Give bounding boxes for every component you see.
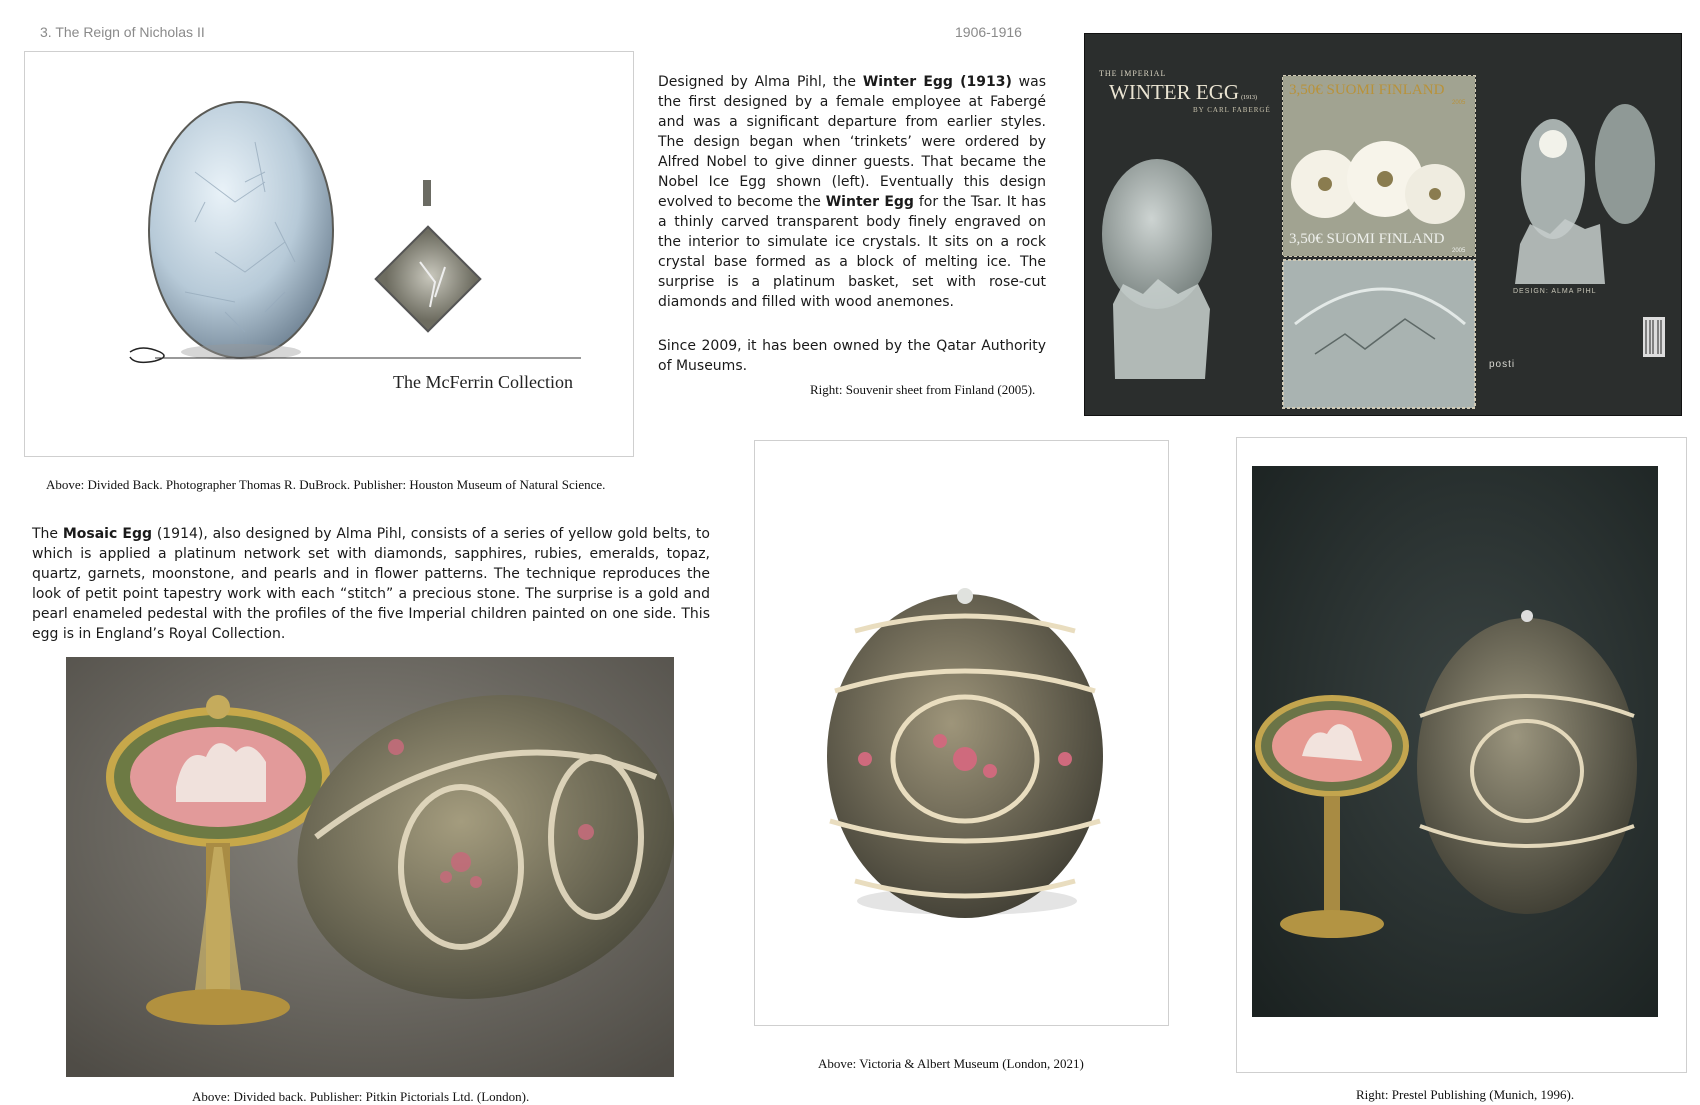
prestel-print-area [1252,466,1658,1017]
winter-egg-ownership: Since 2009, it has been owned by the Qatar Authority of Museums. [658,338,1046,374]
photo-mosaic-egg-pedestal [66,657,674,1077]
prestel-image [1252,466,1658,1017]
sheet-title: WINTER EGG [1109,80,1240,104]
caption-bottom-right: Right: Prestel Publishing (Munich, 1996). [1356,1087,1575,1102]
mosaic-egg-body: (1914), also designed by Alma Pihl, consists of a series of yellow gold belts, to which is applied a platinum network set with diamonds, sapphires, rubies, emeralds, topaz, quartz, garnets, moonstone, and pearls and in flower patterns. The technique reproduces the look of petit point tapestry work with each “stitch” a precious stone. The surprise is a gold and pearl enameled pedestal with the profiles of the five Imperial children painted on one side. This egg is in England’s Royal Collection. [32,526,710,642]
collection-label: The McFerrin Collection [393,372,573,392]
photo-mosaic-egg-va [754,440,1169,1026]
mosaic-egg-paragraph [32,524,710,644]
winter-egg-name: Winter Egg (1913) [862,74,1012,90]
posti-logo: posti [1489,359,1516,370]
sheet-the-imperial: THE IMPERIAL [1099,69,1167,78]
nobel-ice-egg-image [25,52,633,456]
mosaic-egg-va-image [755,441,1168,1025]
caption-bottom-left: Above: Divided back. Publisher: Pitkin Pictorials Ltd. (London). [192,1089,530,1104]
mosaic-egg-name: Mosaic Egg [62,526,153,542]
sheet-design-credit: DESIGN: ALMA PIHL [1513,288,1597,295]
mosaic-intro: The [32,526,63,542]
section-title: 3. The Reign of Nicholas II [40,24,205,40]
winter-egg-name-2: Winter Egg [825,194,914,210]
stamp2-value: 3,50€ SUOMI FINLAND [1289,231,1445,247]
winter-egg-intro: Designed by Alma Pihl, the [658,74,863,90]
souvenir-sheet-finland [1084,33,1682,416]
photo-mosaic-egg-prestel [1236,437,1687,1073]
stamp1-year: 2005 [1452,100,1466,106]
postcard-nobel-ice-egg [24,51,634,457]
date-range: 1906-1916 [955,24,1022,40]
caption-top-left: Above: Divided Back. Photographer Thomas R. DuBrock. Publisher: Houston Museum of Natural Science. [46,477,606,492]
caption-souvenir-sheet: Right: Souvenir sheet from Finland (2005). [810,382,1036,397]
winter-egg-paragraph [658,72,1046,312]
mosaic-pedestal-image [66,657,674,1077]
stamp2-year: 2005 [1452,248,1466,254]
sheet-title-row [1109,80,1257,105]
sheet-title-years: (1913) [1241,95,1258,101]
sheet-by: BY CARL FABERGÉ [1193,106,1271,114]
winter-egg-body: was the first designed by a female employee at Fabergé and was a significant departure from earlier styles. The design began when ‘trinkets’ were ordered by Alfred Nobel to give dinner guests. That became the Nobel Ice Egg shown (left). Eventually this design evolved to become the [658,74,1046,210]
winter-egg-body-end: for the Tsar. It has a thinly carved transparent body finely engraved on the interior to simulate ice crystals. It sits on a rock crystal base formed as a block of melting ice. The surprise is a platinum basket, set with rose-cut diamonds and filled with wood anemones. [658,194,1047,310]
caption-bottom-middle: Above: Victoria & Albert Museum (London, 2021) [818,1056,1084,1071]
stamp1-value: 3,50€ SUOMI FINLAND [1289,82,1445,98]
